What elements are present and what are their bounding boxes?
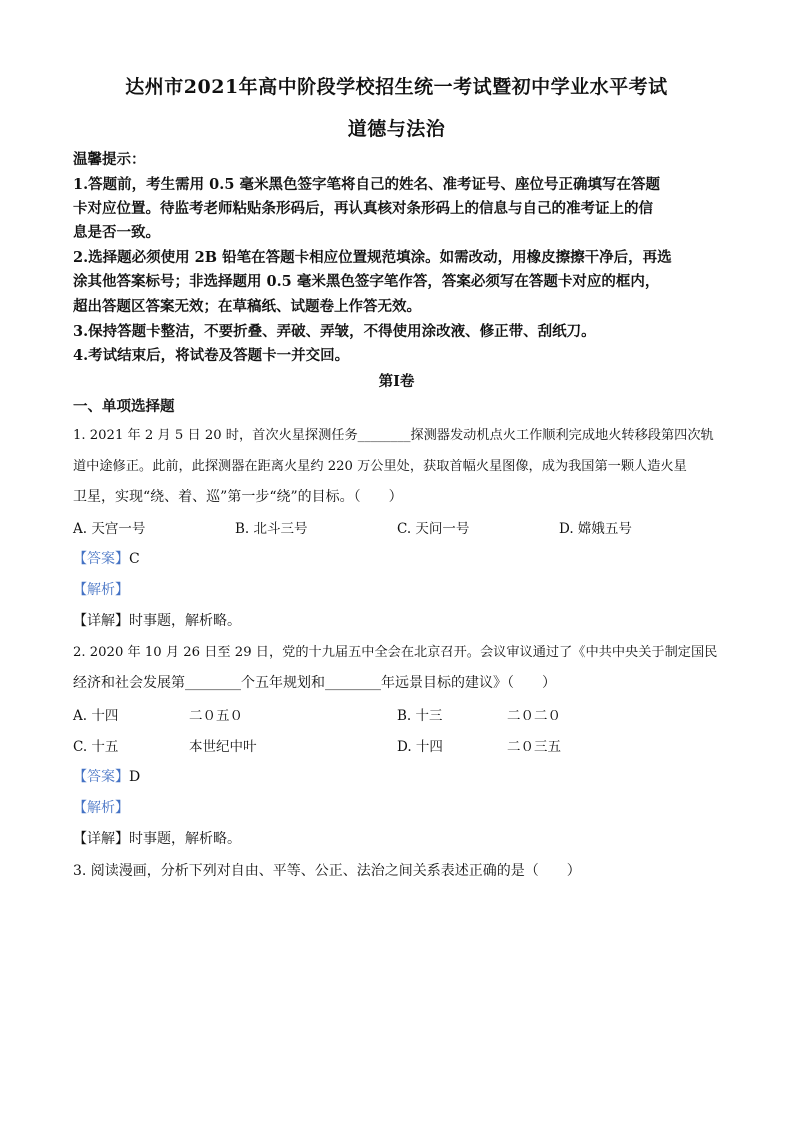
q1-answer [73,548,140,568]
tips-heading: 温馨提示： [73,151,146,168]
section-heading: 一、单项选择题 [73,398,175,415]
exam-subject: 道德与法治 [347,118,446,140]
volume-heading: 第Ⅰ卷 [378,373,415,390]
q2-detail: 【详解】时事题，解析略。 [73,831,241,847]
tip-line: 3.保持答题卡整洁，不要折叠、弄破、弄皱，不得使用涂改液、修正带、刮纸刀。 [73,323,596,340]
q1-line: 1. 2021 年 2 月 5 日 20 时，首次火星探测任务________探测器发动机点火工作顺利完成地火转移段第四次轨 [73,428,714,443]
tip-line: 1.答题前，考生需用 0.5 毫米黑色签字笔将自己的姓名、准考证号、座位号正确填写在答题 [73,176,660,193]
q3-line: 3. 阅读漫画，分析下列对自由、平等、公正、法治之间关系表述正确的是（ ） [73,863,581,879]
q1-option-a: A. 天宫一号 [73,521,146,537]
q2-option-c-value: 本世纪中叶 [189,739,257,755]
q2-option-d-letter: D. 十四 [397,739,443,755]
q1-detail: 【详解】时事题，解析略。 [73,613,241,629]
q2-line: 2. 2020 年 10 月 26 日至 29 日，党的十九届五中全会在北京召开。会议审议通过了《中共中央关于制定国民 [73,645,718,660]
tip-line: 2.选择题必须使用 2B 铅笔在答题卡相应位置规范填涂。如需改动，用橡皮擦擦干净后，再选 [73,249,672,266]
q2-option-c-letter: C. 十五 [73,739,119,755]
exam-title: 达州市2021年高中阶段学校招生统一考试暨初中学业水平考试 [125,76,668,98]
q1-option-b: B. 北斗三号 [235,521,308,537]
q2-option-d-value: 二０三五 [507,739,561,755]
q2-option-a-value: 二０五０ [189,708,243,724]
answer-value: D [129,769,141,785]
q2-option-a-letter: A. 十四 [73,708,119,724]
q1-line: 卫星，实现“绕、着、巡”第一步“绕”的目标。（ ） [73,489,403,505]
q2-analysis-tag: 【解析】 [73,800,129,816]
tip-line: 卡对应位置。待监考老师粘贴条形码后，再认真核对条形码上的信息与自己的准考证上的信 [73,200,653,217]
tip-line: 4.考试结束后，将试卷及答题卡一并交回。 [73,347,350,364]
tip-line: 超出答题区答案无效；在草稿纸、试题卷上作答无效。 [73,298,421,315]
answer-tag: 【答案】 [73,769,129,785]
q1-option-c: C. 天问一号 [397,521,470,537]
q2-option-b-letter: B. 十三 [397,708,443,724]
q1-analysis-tag: 【解析】 [73,582,129,598]
q2-answer [73,766,140,786]
tip-line: 涂其他答案标号；非选择题用 0.5 毫米黑色签字笔作答，答案必须写在答题卡对应的框内， [73,273,660,290]
q2-option-b-value: 二０二０ [507,708,561,724]
answer-value: C [129,551,140,567]
q1-line: 道中途修正。此前，此探测器在距离火星约 220 万公里处，获取首幅火星图像，成为我国第一颗人造火星 [73,459,687,474]
q1-option-d: D. 嫦娥五号 [559,521,632,537]
tip-line: 息是否一致。 [73,224,160,241]
q2-line: 经济和社会发展第________个五年规划和________年远景目标的建议》（ ） [73,675,556,691]
answer-tag: 【答案】 [73,551,129,567]
